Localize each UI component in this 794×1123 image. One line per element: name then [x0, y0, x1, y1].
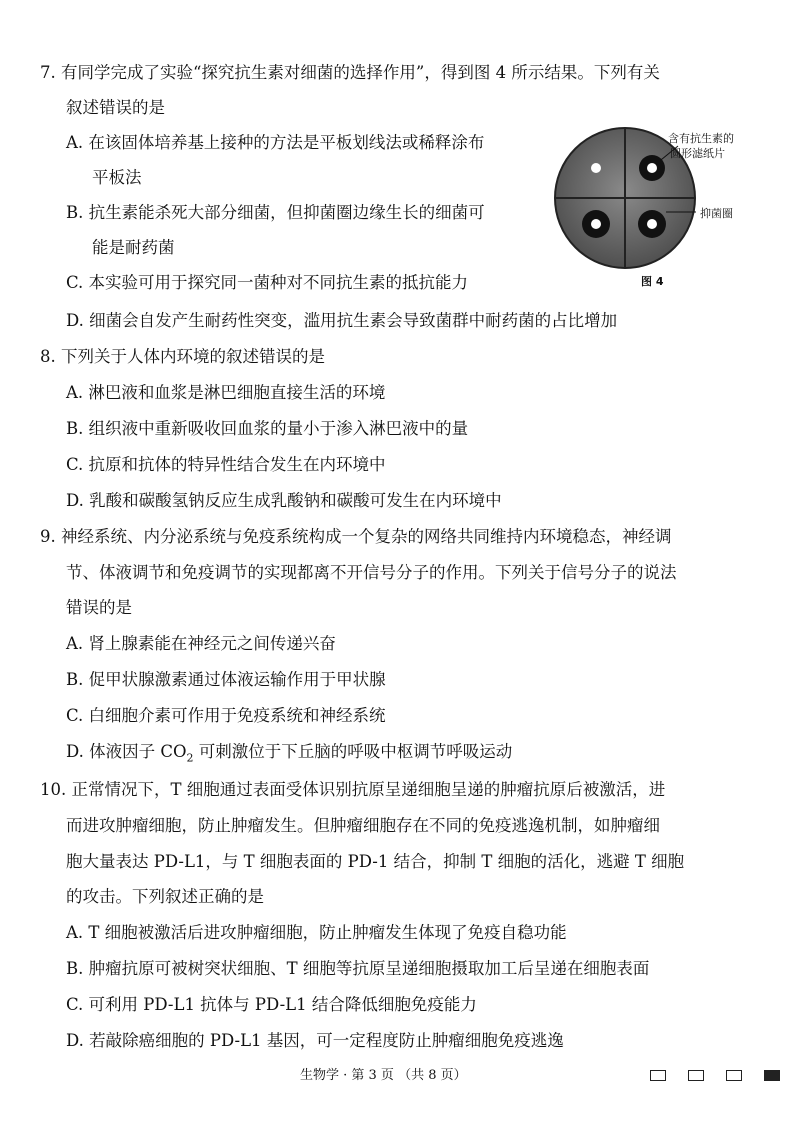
disc-3: [647, 219, 657, 229]
figure-label-zone: 抑菌圈: [700, 207, 733, 220]
q10-option-a: A. T 细胞被激活后进攻肿瘤细胞，防止肿瘤发生体现了免疫自稳功能: [66, 923, 567, 942]
q7-option-b-line2: 能是耐药菌: [92, 238, 175, 257]
q7-option-b-line1: B. 抗生素能杀死大部分细菌，但抑菌圈边缘生长的细菌可: [66, 203, 485, 222]
q10-stem-line1: 10. 正常情况下，T 细胞通过表面受体识别抗原呈递细胞呈递的肿瘤抗原后被激活，进: [40, 780, 666, 799]
page-box-icon: [726, 1070, 742, 1081]
q9-option-c: C. 白细胞介素可作用于免疫系统和神经系统: [66, 706, 386, 725]
q10-stem-line3: 胞大量表达 PD-L1，与 T 细胞表面的 PD-1 结合，抑制 T 细胞的活化，逃避 T 细胞: [66, 852, 685, 871]
q8-option-c: C. 抗原和抗体的特异性结合发生在内环境中: [66, 455, 386, 474]
q8-stem: 8. 下列关于人体内环境的叙述错误的是: [40, 347, 325, 366]
figure-label-disc-line2: 圆形滤纸片: [670, 147, 725, 160]
q8-option-d: D. 乳酸和碳酸氢钠反应生成乳酸钠和碳酸可发生在内环境中: [66, 491, 502, 510]
q9-option-d-post: 可刺激位于下丘脑的呼吸中枢调节呼吸运动: [193, 742, 513, 761]
disc-no-zone: [591, 163, 601, 173]
q9-option-d: [66, 741, 512, 769]
q9-stem-line3: 错误的是: [66, 598, 132, 617]
disc-2: [591, 219, 601, 229]
q7-option-d: D. 细菌会自发产生耐药性突变，滥用抗生素会导致菌群中耐药菌的占比增加: [66, 311, 618, 330]
q9-option-d-pre: D. 体液因子 CO: [66, 742, 187, 761]
q9-option-a: A. 肾上腺素能在神经元之间传递兴奋: [66, 634, 336, 653]
q10-option-c: C. 可利用 PD-L1 抗体与 PD-L1 结合降低细胞免疫能力: [66, 995, 477, 1014]
q7-stem-line1: 7. 有同学完成了实验“探究抗生素对细菌的选择作用”，得到图 4 所示结果。下列有关: [40, 63, 660, 82]
q10-stem-line4: 的攻击。下列叙述正确的是: [66, 887, 264, 906]
q8-option-b: B. 组织液中重新吸收回血浆的量小于渗入淋巴液中的量: [66, 419, 469, 438]
q9-option-b: B. 促甲状腺激素通过体液运输作用于甲状腺: [66, 670, 386, 689]
disc-1: [647, 163, 657, 173]
q9-option-d-subscript: 2: [186, 751, 194, 765]
figure-4: [550, 120, 760, 300]
page-indicator-boxes: [650, 1070, 780, 1081]
page-footer: 生物学 · 第 3 页 （共 8 页）: [300, 1068, 467, 1083]
figure-label-disc-line1: 含有抗生素的: [668, 132, 734, 145]
q7-stem-line2: 叙述错误的是: [66, 98, 165, 117]
q9-stem-line2: 节、体液调节和免疫调节的实现都离不开信号分子的作用。下列关于信号分子的说法: [66, 563, 677, 582]
page-box-icon: [688, 1070, 704, 1081]
q7-option-c: C. 本实验可用于探究同一菌种对不同抗生素的抵抗能力: [66, 273, 469, 292]
page-box-filled-icon: [764, 1070, 780, 1081]
page-box-icon: [650, 1070, 666, 1081]
q10-option-d: D. 若敲除癌细胞的 PD-L1 基因，可一定程度防止肿瘤细胞免疫逃逸: [66, 1031, 564, 1050]
q7-option-a-line2: 平板法: [92, 168, 142, 187]
figure-caption: 图 4: [641, 275, 664, 288]
q7-option-a-line1: A. 在该固体培养基上接种的方法是平板划线法或稀释涂布: [66, 133, 485, 152]
q9-stem-line1: 9. 神经系统、内分泌系统与免疫系统构成一个复杂的网络共同维持内环境稳态，神经调: [40, 527, 672, 546]
q10-stem-line2: 而进攻肿瘤细胞，防止肿瘤发生。但肿瘤细胞存在不同的免疫逃逸机制，如肿瘤细: [66, 816, 660, 835]
q10-option-b: B. 肿瘤抗原可被树突状细胞、T 细胞等抗原呈递细胞摄取加工后呈递在细胞表面: [66, 959, 650, 978]
q8-option-a: A. 淋巴液和血浆是淋巴细胞直接生活的环境: [66, 383, 386, 402]
